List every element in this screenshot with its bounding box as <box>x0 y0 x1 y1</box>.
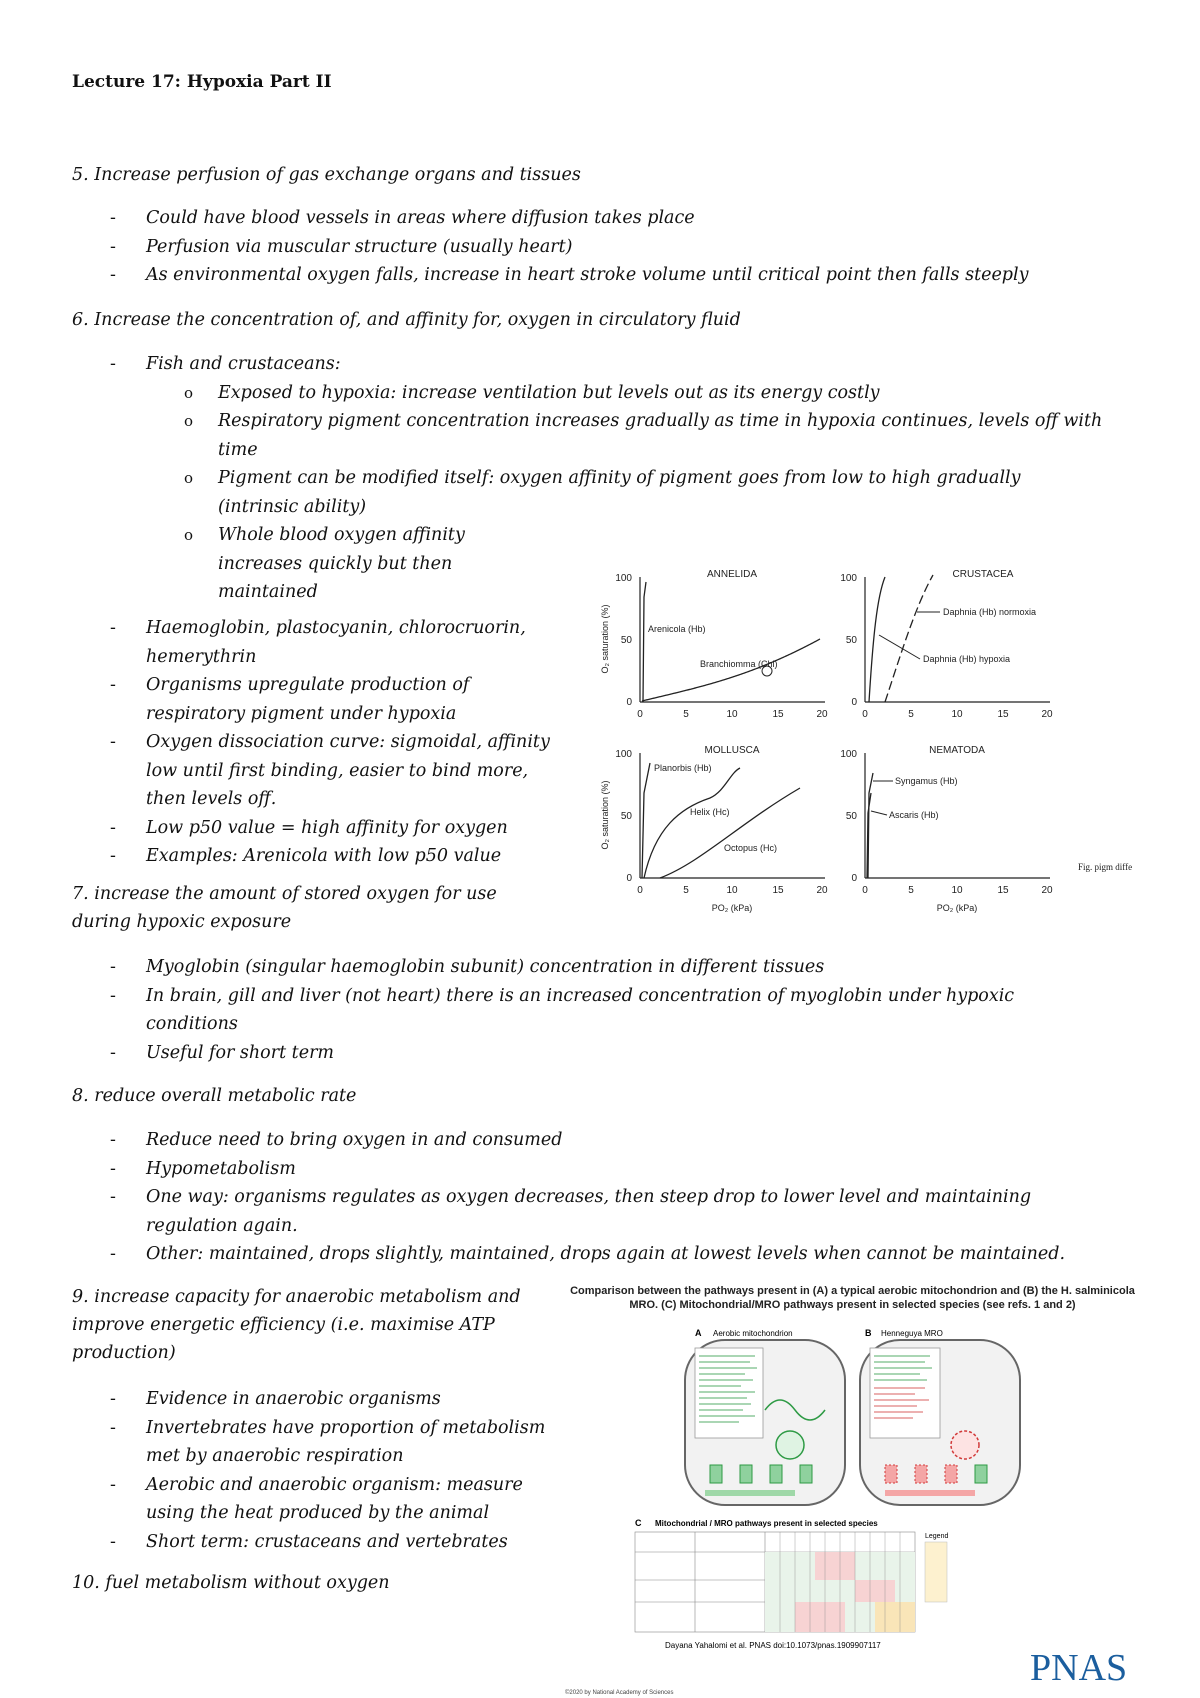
figure-side-caption: Fig. pigm diffe <box>1078 862 1133 872</box>
sub-list-item: o Respiratory pigment concentration increases gradually as time in hypoxia continues, levels off with time <box>72 407 1142 464</box>
figure-panels <box>565 1280 1140 1698</box>
x-tick: 15 <box>997 709 1009 720</box>
list-item: - Examples: Arenicola with low p50 value <box>72 842 572 871</box>
panel-crustacea <box>840 569 1053 720</box>
x-axis-label: PO₂ (kPa) <box>711 903 753 913</box>
curve-label: Ascaris (Hb) <box>889 810 939 820</box>
x-tick: 20 <box>816 709 828 720</box>
curve-label: Planorbis (Hb) <box>654 763 712 773</box>
x-tick: 5 <box>683 709 689 720</box>
section-10-heading: 10. fuel metabolism without oxygen <box>72 1573 390 1593</box>
curve-label: Daphnia (Hb) hypoxia <box>923 654 1011 664</box>
y-tick: 0 <box>851 697 857 708</box>
y-tick: 50 <box>845 811 857 822</box>
sub-list-item: o Exposed to hypoxia: increase ventilation but levels out as its energy costly <box>72 379 1142 408</box>
section-5-list <box>72 204 1132 290</box>
panel-c-letter: C <box>635 1518 642 1528</box>
list-item: - In brain, gill and liver (not heart) there is an increased concentration of myoglobin under hypoxic conditions <box>72 982 1102 1039</box>
panel-title: MOLLUSCA <box>704 745 760 756</box>
curve-label: Syngamus (Hb) <box>895 776 958 786</box>
x-tick: 0 <box>862 709 868 720</box>
sub-list-item: o Pigment can be modified itself: oxygen affinity of pigment goes from low to high gradually (intrinsic ability) <box>72 464 1033 521</box>
x-tick: 15 <box>772 885 784 896</box>
fish-crustaceans-label: Fish and crustaceans: <box>146 354 341 374</box>
panel-a-title: Aerobic mitochondrion <box>713 1329 793 1338</box>
pnas-logo: PNAS <box>1030 1647 1128 1689</box>
list-item: - Oxygen dissociation curve: sigmoidal, affinity low until first binding, easier to bind more, then levels off. <box>72 728 572 814</box>
syngamus-curve <box>868 773 873 878</box>
panel-a-letter: A <box>695 1328 702 1338</box>
section-9-heading: 9. increase capacity for anaerobic metabolism and improve energetic efficiency (i.e. maximise ATP production) <box>72 1287 521 1363</box>
section-7-list <box>72 953 1102 1067</box>
y-tick: 50 <box>620 635 632 646</box>
list-item: - Useful for short term <box>72 1039 1102 1068</box>
list-item: - Could have blood vessels in areas where diffusion takes place <box>72 204 1132 233</box>
x-tick: 20 <box>1041 885 1053 896</box>
y-tick: 50 <box>845 635 857 646</box>
section-7-heading: 7. increase the amount of stored oxygen for use during hypoxic exposure <box>72 884 497 932</box>
list-item: - Organisms upregulate production of respiratory pigment under hypoxia <box>72 671 572 728</box>
sub-list-item: o Whole blood oxygen affinity increases quickly but then maintained <box>72 521 548 607</box>
y-tick: 0 <box>626 697 632 708</box>
section-8-list <box>72 1126 1112 1269</box>
curve-label: Helix (Hc) <box>690 807 730 817</box>
figure-title: Comparison between the pathways present in (A) a typical aerobic mitochondrion and (B) the H. salminicola MRO. (C) Mitochondrial/MRO pathways present in selected species (see refs. 1 and 2) <box>570 1285 1135 1311</box>
section-6-pigment-list <box>72 614 572 871</box>
x-tick: 0 <box>637 709 643 720</box>
x-tick: 5 <box>908 885 914 896</box>
branchiomma-curve <box>642 639 820 701</box>
curve-label: Branchiomma (Chl) <box>700 659 778 669</box>
list-item: - Short term: crustaceans and vertebrates <box>72 1528 552 1557</box>
list-item: - One way: organisms regulates as oxygen decreases, then steep drop to lower level and maintaining regulation again. <box>72 1183 1112 1240</box>
pnas-mitochondria-figure <box>565 1280 1140 1698</box>
list-item: - Low p50 value = high affinity for oxygen <box>72 814 572 843</box>
panel-annelida <box>600 569 828 720</box>
y-tick: 50 <box>620 811 632 822</box>
x-tick: 15 <box>772 709 784 720</box>
list-item: - Myoglobin (singular haemoglobin subunit) concentration in different tissues <box>72 953 1102 982</box>
daphnia-hypoxia-curve <box>869 577 885 702</box>
curve-label: Arenicola (Hb) <box>648 624 706 634</box>
curve-label: Octopus (Hc) <box>724 843 778 853</box>
y-tick: 0 <box>626 873 632 884</box>
list-item: - As environmental oxygen falls, increase in heart stroke volume until critical point then falls steeply <box>72 261 1132 290</box>
panel-mollusca <box>600 745 828 913</box>
x-tick: 20 <box>816 885 828 896</box>
legend-label: Legend <box>925 1533 949 1540</box>
panel-title: NEMATODA <box>929 745 985 756</box>
oxygen-dissociation-figure <box>585 535 1200 925</box>
x-tick: 10 <box>951 709 963 720</box>
y-axis-label: O₂ saturation (%) <box>600 604 610 674</box>
y-tick: 100 <box>615 573 632 584</box>
list-item: - Evidence in anaerobic organisms <box>72 1385 552 1414</box>
y-tick: 100 <box>615 749 632 760</box>
curve-label: Daphnia (Hb) normoxia <box>943 607 1037 617</box>
panel-nematoda <box>840 745 1053 913</box>
page-title: Lecture 17: Hypoxia Part II <box>72 72 332 92</box>
x-tick: 5 <box>683 885 689 896</box>
x-tick: 15 <box>997 885 1009 896</box>
panel-c-title: Mitochondrial / MRO pathways present in selected species <box>655 1519 878 1528</box>
section-6-heading: 6. Increase the concentration of, and affinity for, oxygen in circulatory fluid <box>72 310 741 330</box>
x-axis-label: PO₂ (kPa) <box>936 903 978 913</box>
list-item: - Other: maintained, drops slightly, maintained, drops again at lowest levels when cannot be maintained. <box>72 1240 1112 1269</box>
x-tick: 10 <box>951 885 963 896</box>
figure-citation: Dayana Yahalomi et al. PNAS doi:10.1073/pnas.1909907117 <box>665 1641 881 1650</box>
y-tick: 0 <box>851 873 857 884</box>
section-5-heading: 5. Increase perfusion of gas exchange organs and tissues <box>72 165 581 185</box>
list-item: - Aerobic and anaerobic organism: measure using the heat produced by the animal <box>72 1471 552 1528</box>
list-item: - Invertebrates have proportion of metabolism met by anaerobic respiration <box>72 1414 552 1471</box>
arenicola-curve <box>643 582 646 702</box>
section-9-list <box>72 1385 552 1556</box>
list-item: - Reduce need to bring oxygen in and consumed <box>72 1126 1112 1155</box>
y-axis-label: O₂ saturation (%) <box>600 780 610 850</box>
x-tick: 10 <box>726 709 738 720</box>
panel-title: ANNELIDA <box>706 569 758 580</box>
y-tick: 100 <box>840 573 857 584</box>
octopus-curve <box>660 788 800 878</box>
panel-b-title: Henneguya MRO <box>881 1329 943 1338</box>
x-tick: 20 <box>1041 709 1053 720</box>
section-8-heading: 8. reduce overall metabolic rate <box>72 1086 357 1106</box>
panel-b-letter: B <box>865 1328 872 1338</box>
list-item: - Haemoglobin, plastocyanin, chlorocruorin, hemerythrin <box>72 614 572 671</box>
x-tick: 0 <box>637 885 643 896</box>
x-tick: 0 <box>862 885 868 896</box>
figure-copyright: ©2020 by National Academy of Sciences <box>565 1690 674 1696</box>
list-item: - Perfusion via muscular structure (usually heart) <box>72 233 1132 262</box>
panel-title: CRUSTACEA <box>952 569 1014 580</box>
daphnia-normoxia-curve <box>885 575 933 702</box>
x-tick: 10 <box>726 885 738 896</box>
x-tick: 5 <box>908 709 914 720</box>
list-item: - Hypometabolism <box>72 1155 1112 1184</box>
y-tick: 100 <box>840 749 857 760</box>
